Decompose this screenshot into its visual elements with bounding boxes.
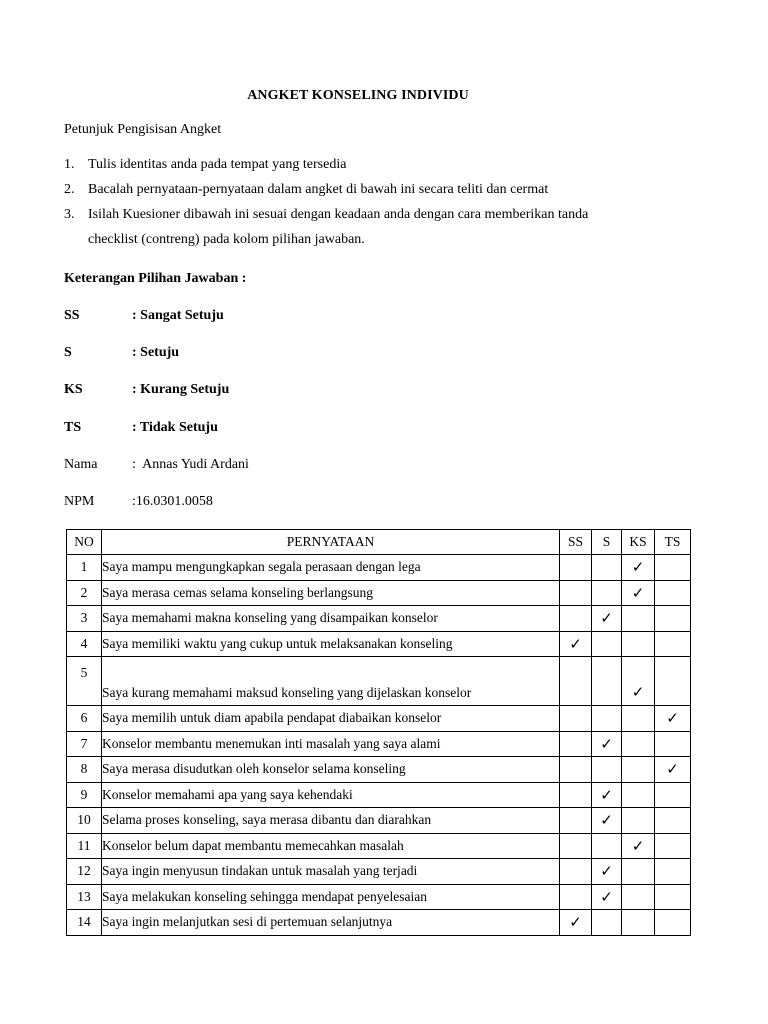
answer-cell-ks: [622, 757, 655, 783]
row-statement: Saya memilih untuk diam apabila pendapat diabaikan konselor: [102, 706, 560, 732]
answer-cell-s: [592, 833, 622, 859]
legend-code: KS: [64, 382, 83, 397]
answer-cell-ts: [655, 859, 691, 885]
table-row: [67, 859, 691, 885]
table-row: [67, 782, 691, 808]
answer-cell-ts: [655, 910, 691, 936]
row-statement: Saya merasa disudutkan oleh konselor selama konseling: [102, 757, 560, 783]
answer-cell-ss: [560, 555, 592, 581]
answer-cell-s: [592, 808, 622, 834]
row-statement: Selama proses konseling, saya merasa dibantu dan diarahkan: [102, 808, 560, 834]
answer-cell-ts: [655, 580, 691, 606]
row-number: 8: [67, 757, 102, 783]
answer-cell-ss: [560, 657, 592, 706]
questionnaire-table: [66, 529, 691, 936]
answer-cell-s: [592, 859, 622, 885]
row-statement: Konselor belum dapat membantu memecahkan masalah: [102, 833, 560, 859]
answer-cell-ts: [655, 606, 691, 632]
instruction-text: Isilah Kuesioner dibawah ini sesuai dengan keadaan anda dengan cara memberikan tanda: [88, 207, 589, 222]
name-label: Nama: [64, 457, 98, 472]
answer-cell-ts: [655, 631, 691, 657]
answer-cell-ts: [655, 757, 691, 783]
checkmark-icon: ✓: [631, 836, 645, 855]
answer-cell-ks: [622, 833, 655, 859]
row-statement: Saya kurang memahami maksud konseling yang dijelaskan konselor: [102, 657, 560, 706]
row-number: 6: [67, 706, 102, 732]
checkmark-icon: ✓: [569, 913, 582, 932]
table-body: [67, 555, 691, 936]
instruction-number: 1.: [64, 157, 75, 172]
answer-cell-ss: [560, 631, 592, 657]
answer-cell-ks: [622, 555, 655, 581]
answer-cell-ss: [560, 910, 592, 936]
legend-desc: : Sangat Setuju: [132, 308, 224, 323]
npm-label: NPM: [64, 494, 95, 509]
legend-heading: Keterangan Pilihan Jawaban :: [64, 271, 247, 286]
checkmark-icon: ✓: [631, 583, 645, 602]
row-number: 4: [67, 631, 102, 657]
legend-code: TS: [64, 420, 82, 435]
answer-cell-ts: [655, 706, 691, 732]
answer-cell-ks: [622, 631, 655, 657]
answer-cell-ks: [622, 884, 655, 910]
checkmark-icon: ✓: [600, 862, 613, 881]
answer-cell-ss: [560, 808, 592, 834]
row-statement: Saya ingin melanjutkan sesi di pertemuan selanjutnya: [102, 910, 560, 936]
legend-desc: : Kurang Setuju: [132, 382, 230, 397]
row-number: 1: [67, 555, 102, 581]
table-header-row: [67, 530, 691, 555]
legend-code: S: [64, 345, 72, 360]
answer-cell-ts: [655, 884, 691, 910]
answer-cell-ts: [655, 808, 691, 834]
instruction-number: 3.: [64, 207, 75, 222]
row-statement: Saya memiliki waktu yang cukup untuk melaksanakan konseling: [102, 631, 560, 657]
table-row: [67, 884, 691, 910]
checkmark-icon: ✓: [666, 760, 679, 779]
row-statement: Konselor membantu menemukan inti masalah yang saya alami: [102, 731, 560, 757]
answer-cell-ss: [560, 782, 592, 808]
table-row: [67, 606, 691, 632]
header-s: S: [592, 530, 622, 555]
row-number: 10: [67, 808, 102, 834]
answer-cell-s: [592, 757, 622, 783]
table-row: [67, 580, 691, 606]
name-value: : Annas Yudi Ardani: [132, 457, 249, 472]
answer-cell-s: [592, 731, 622, 757]
checkmark-icon: ✓: [600, 811, 613, 830]
answer-cell-ks: [622, 731, 655, 757]
answer-cell-ts: [655, 555, 691, 581]
answer-cell-ss: [560, 833, 592, 859]
table-row: [67, 757, 691, 783]
table-row: [67, 555, 691, 581]
row-number: 14: [67, 910, 102, 936]
answer-cell-ts: [655, 782, 691, 808]
answer-cell-ts: [655, 833, 691, 859]
row-statement: Saya melakukan konseling sehingga mendapat penyelesaian: [102, 884, 560, 910]
row-number: 2: [67, 580, 102, 606]
row-statement: Konselor memahami apa yang saya kehendaki: [102, 782, 560, 808]
answer-cell-ss: [560, 606, 592, 632]
row-number: 3: [67, 606, 102, 632]
legend-code: SS: [64, 308, 80, 323]
page-title: ANGKET KONSELING INDIVIDU: [247, 88, 469, 103]
answer-cell-s: [592, 580, 622, 606]
instruction-text: Tulis identitas anda pada tempat yang tersedia: [88, 157, 347, 172]
row-number: 9: [67, 782, 102, 808]
header-no: NO: [67, 530, 102, 555]
header-ks: KS: [622, 530, 655, 555]
answer-cell-ss: [560, 706, 592, 732]
answer-cell-ks: [622, 580, 655, 606]
answer-cell-ss: [560, 580, 592, 606]
answer-cell-s: [592, 782, 622, 808]
answer-cell-ks: [622, 808, 655, 834]
answer-cell-ks: [622, 859, 655, 885]
legend-desc: : Setuju: [132, 345, 180, 360]
checkmark-icon: ✓: [600, 734, 613, 753]
row-number: 11: [67, 833, 102, 859]
instruction-text: Bacalah pernyataan-pernyataan dalam angket di bawah ini secara teliti dan cermat: [88, 182, 549, 197]
table-row: [67, 910, 691, 936]
answer-cell-ks: [622, 910, 655, 936]
answer-cell-ss: [560, 859, 592, 885]
answer-cell-ks: [622, 782, 655, 808]
row-statement: Saya ingin menyusun tindakan untuk masalah yang terjadi: [102, 859, 560, 885]
answer-cell-ts: [655, 657, 691, 706]
table-row: [67, 808, 691, 834]
header-statement: PERNYATAAN: [102, 530, 560, 555]
instruction-number: 2.: [64, 182, 75, 197]
row-statement: Saya memahami makna konseling yang disampaikan konselor: [102, 606, 560, 632]
answer-cell-s: [592, 606, 622, 632]
answer-cell-ks: [622, 606, 655, 632]
row-number: 13: [67, 884, 102, 910]
answer-cell-s: [592, 631, 622, 657]
header-ts: TS: [655, 530, 691, 555]
npm-value: :16.0301.0058: [132, 494, 213, 509]
row-statement: Saya mampu mengungkapkan segala perasaan dengan lega: [102, 555, 560, 581]
answer-cell-s: [592, 555, 622, 581]
row-number: 7: [67, 731, 102, 757]
header-ss: SS: [560, 530, 592, 555]
table-row: [67, 833, 691, 859]
table-row: [67, 657, 691, 706]
checkmark-icon: ✓: [600, 609, 613, 628]
table-row: [67, 706, 691, 732]
answer-cell-s: [592, 657, 622, 706]
answer-cell-ss: [560, 757, 592, 783]
answer-cell-s: [592, 706, 622, 732]
answer-cell-ss: [560, 731, 592, 757]
answer-cell-s: [592, 884, 622, 910]
checkmark-icon: ✓: [600, 887, 613, 906]
checkmark-icon: ✓: [631, 558, 645, 577]
checkmark-icon: ✓: [600, 785, 613, 804]
checkmark-icon: ✓: [631, 683, 645, 701]
row-number: 5: [67, 657, 102, 706]
instruction-continuation: checklist (contreng) pada kolom pilihan jawaban.: [88, 232, 365, 247]
row-number: 12: [67, 859, 102, 885]
checkmark-icon: ✓: [666, 709, 679, 728]
row-statement: Saya merasa cemas selama konseling berlangsung: [102, 580, 560, 606]
answer-cell-ss: [560, 884, 592, 910]
table-row: [67, 631, 691, 657]
instructions-heading: Petunjuk Pengisisan Angket: [64, 122, 222, 137]
answer-cell-s: [592, 910, 622, 936]
answer-cell-ts: [655, 731, 691, 757]
answer-cell-ks: [622, 706, 655, 732]
checkmark-icon: ✓: [569, 634, 582, 653]
legend-desc: : Tidak Setuju: [132, 420, 218, 435]
table-row: [67, 731, 691, 757]
answer-cell-ks: [622, 657, 655, 706]
